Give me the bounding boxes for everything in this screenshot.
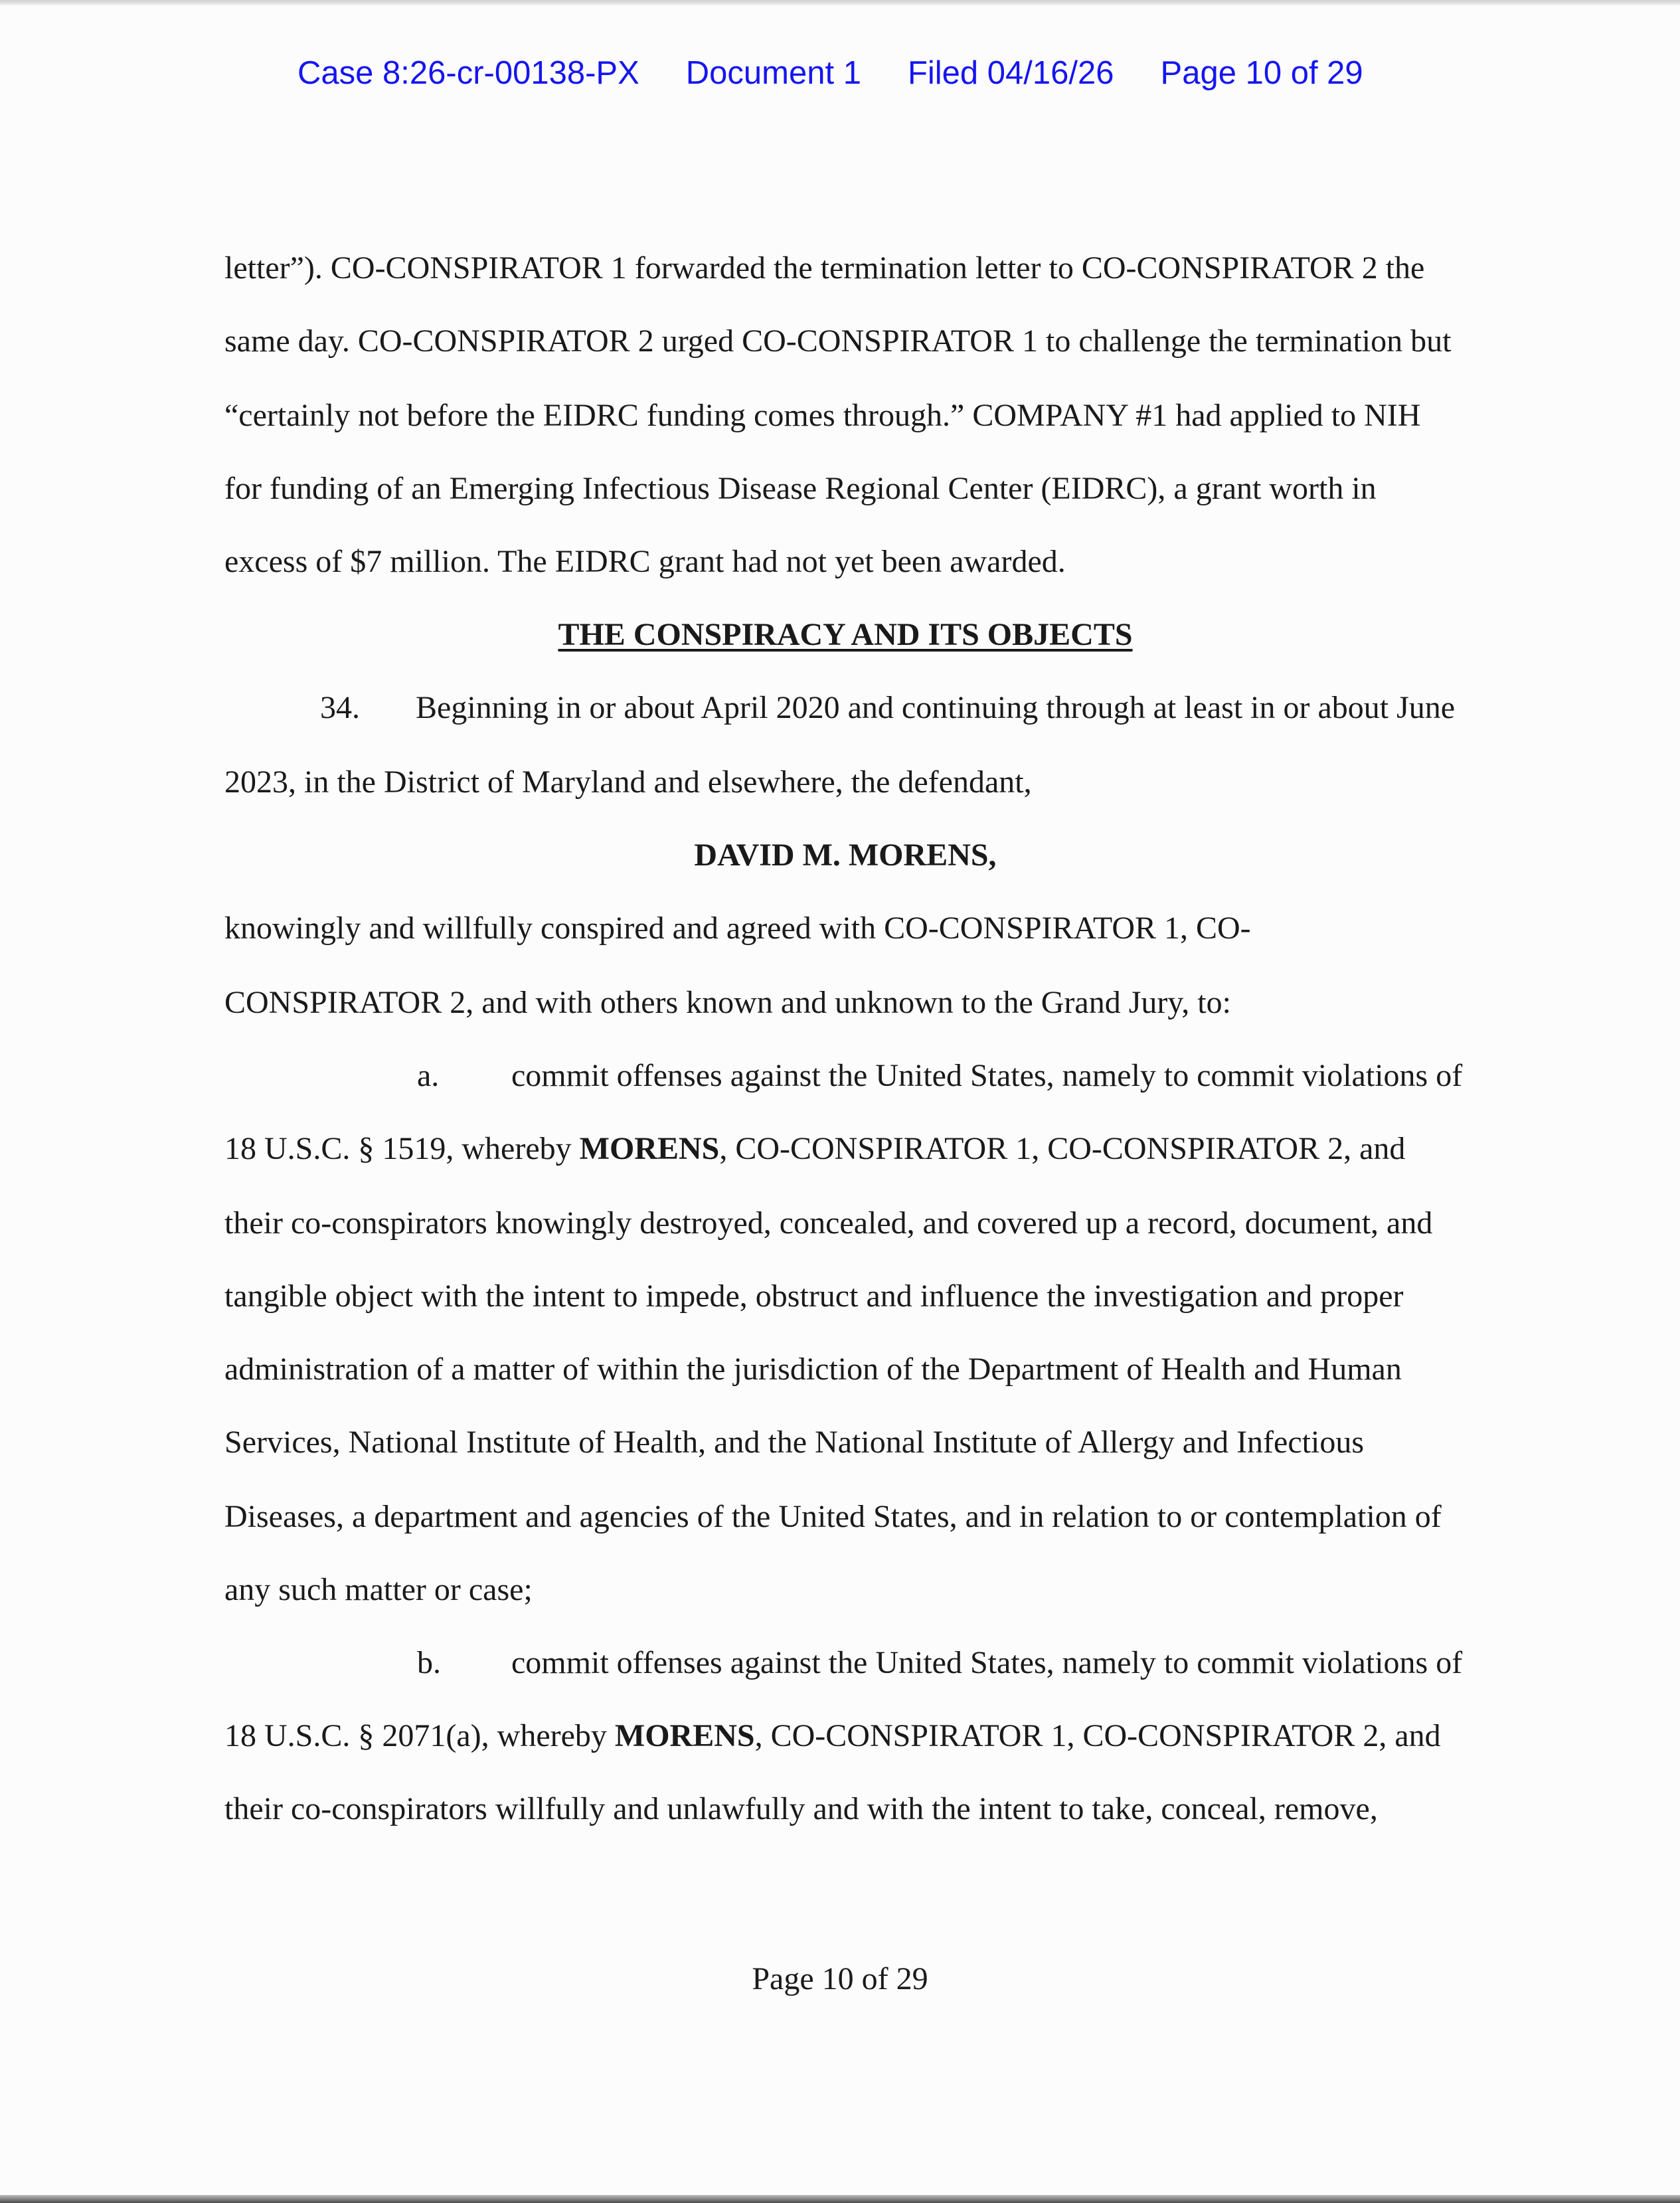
- text-line: [224, 1715, 1441, 1757]
- text-line: excess of $7 million. The EIDRC grant had not yet been awarded.: [224, 544, 1066, 579]
- text: , CO-CONSPIRATOR 1, CO-CONSPIRATOR 2, and: [754, 1718, 1441, 1753]
- section-heading-text: THE CONSPIRACY AND ITS OBJECTS: [558, 617, 1133, 652]
- text-line: for funding of an Emerging Infectious Disease Regional Center (EIDRC), a grant worth in: [224, 471, 1377, 506]
- text-line: same day. CO-CONSPIRATOR 2 urged CO-CONSPIRATOR 1 to challenge the termination but: [224, 323, 1452, 359]
- case-number: Case 8:26-cr-00138-PX: [297, 55, 639, 91]
- item-letter-a: a.: [417, 1058, 440, 1093]
- text-line: knowingly and willfully conspired and agreed with CO-CONSPIRATOR 1, CO-: [224, 911, 1251, 946]
- ecf-header: [297, 50, 1363, 96]
- text-line: CONSPIRATOR 2, and with others known and unknown to the Grand Jury, to:: [224, 985, 1231, 1020]
- text-line: letter”). CO-CONSPIRATOR 1 forwarded the termination letter to CO-CONSPIRATOR 2 the: [224, 250, 1425, 286]
- section-heading: [0, 614, 1680, 656]
- text-line: administration of a matter of within the jurisdiction of the Department of Health and Human: [224, 1352, 1402, 1387]
- text-line: their co-conspirators knowingly destroyed, concealed, and covered up a record, document, and: [224, 1205, 1433, 1241]
- paragraph-number: 34.: [320, 690, 360, 725]
- text: 18 U.S.C. § 1519, whereby: [224, 1131, 580, 1166]
- text: , CO-CONSPIRATOR 1, CO-CONSPIRATOR 2, and: [719, 1131, 1406, 1166]
- header-page-number: Page 10 of 29: [1160, 55, 1363, 91]
- text-line: “certainly not before the EIDRC funding comes through.” COMPANY #1 had applied to NIH: [224, 398, 1421, 433]
- defendant-name: DAVID M. MORENS,: [694, 837, 997, 873]
- text-line: Beginning in or about April 2020 and continuing through at least in or about June: [416, 690, 1456, 725]
- text-line: their co-conspirators willfully and unlawfully and with the intent to take, conceal, remove,: [224, 1791, 1378, 1826]
- scan-bottom-edge: [0, 2195, 1680, 2203]
- text-line: tangible object with the intent to impede, obstruct and influence the investigation and proper: [224, 1278, 1404, 1314]
- text-line: any such matter or case;: [224, 1572, 533, 1607]
- footer-page-number: Page 10 of 29: [752, 1961, 928, 1996]
- text-line: [224, 1128, 1405, 1170]
- text: 18 U.S.C. § 2071(a), whereby: [224, 1718, 615, 1753]
- filed-date: Filed 04/16/26: [907, 55, 1114, 91]
- text-line: Diseases, a department and agencies of the United States, and in relation to or contemplation of: [224, 1499, 1442, 1534]
- defendant-bold: MORENS: [614, 1718, 755, 1753]
- text-line: commit offenses against the United States, namely to commit violations of: [511, 1058, 1463, 1093]
- text-line: Services, National Institute of Health, and the National Institute of Allergy and Infectious: [224, 1425, 1364, 1460]
- item-letter-b: b.: [417, 1645, 441, 1680]
- text-line: 2023, in the District of Maryland and elsewhere, the defendant,: [224, 764, 1032, 800]
- text-line: commit offenses against the United States, namely to commit violations of: [511, 1645, 1463, 1680]
- document-number: Document 1: [685, 55, 861, 91]
- defendant-bold: MORENS: [579, 1131, 720, 1166]
- scan-top-edge: [0, 0, 1680, 5]
